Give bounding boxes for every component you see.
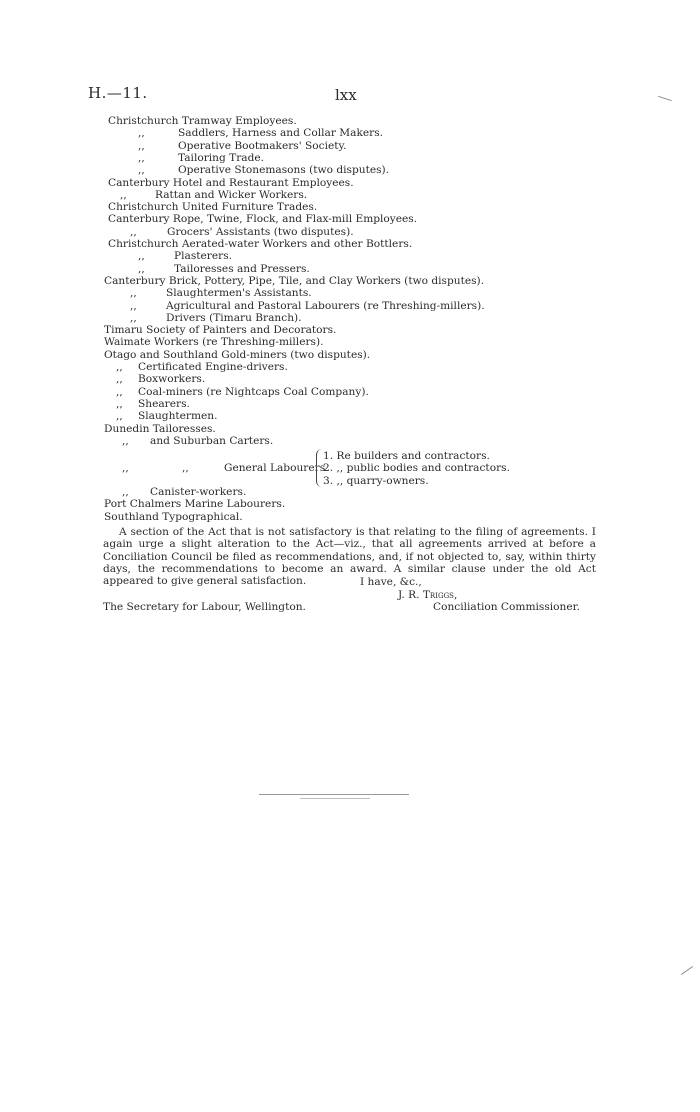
list-item: Operative Stonemasons (two disputes). bbox=[178, 164, 390, 177]
list-item: Canister-workers. bbox=[150, 486, 247, 498]
list-item: Timaru Society of Painters and Decorators. bbox=[104, 324, 337, 337]
ditto-mark: ,, bbox=[122, 462, 129, 474]
list-item: Dunedin Tailoresses. bbox=[104, 422, 216, 435]
sub-item: 3. ,, quarry-owners. bbox=[323, 474, 429, 487]
ditto-mark: ,, bbox=[116, 361, 123, 373]
list-item: Shearers. bbox=[138, 397, 190, 410]
list-item: Canterbury Brick, Pottery, Pipe, Tile, and Clay Workers (two disputes). bbox=[104, 274, 485, 287]
end-rule bbox=[259, 794, 409, 795]
ditto-mark: ,, bbox=[116, 410, 123, 423]
ditto-mark: ,, bbox=[116, 373, 123, 386]
body-paragraph: A section of the Act that is not satisfactory is that relating to the filing of agreements. I again urge a slight alteration to the Act—viz., that all agreements arrived at before a Conciliation Council be filed as recommendations, and, if not objected to, say, within thirty days, the recommendations to become an award. A similar clause under the old Act appeared to give general satisfaction. bbox=[103, 526, 596, 588]
list-item: Tailoring Trade. bbox=[178, 151, 265, 164]
ditto-mark: ,, bbox=[116, 397, 123, 410]
ditto-mark: ,, bbox=[122, 486, 129, 498]
signature: J. R. Triggs, bbox=[398, 588, 458, 601]
scan-mark bbox=[658, 96, 672, 101]
list-item: Southland Typographical. bbox=[104, 510, 243, 523]
list-item: Slaughtermen. bbox=[138, 410, 218, 423]
ditto-mark: ,, bbox=[138, 151, 145, 164]
list-item: Tailoresses and Pressers. bbox=[174, 262, 310, 275]
list-item: Grocers' Assistants (two disputes). bbox=[167, 225, 354, 238]
list-item: Operative Bootmakers' Society. bbox=[178, 139, 347, 152]
list-item: Coal-miners (re Nightcaps Coal Company). bbox=[138, 385, 369, 398]
page-number: lxx bbox=[335, 86, 357, 104]
ditto-mark: ,, bbox=[138, 262, 145, 275]
general-labourers-label: General Labourers bbox=[224, 462, 326, 474]
brace-mark bbox=[316, 449, 323, 487]
list-item: Saddlers, Harness and Collar Makers. bbox=[178, 127, 383, 140]
list-item: Plasterers. bbox=[174, 250, 232, 263]
salutation: I have, &c., bbox=[360, 576, 422, 588]
sub-item: 1. Re builders and contractors. bbox=[323, 450, 490, 462]
scan-mark bbox=[681, 966, 693, 975]
list-item: Port Chalmers Marine Labourers. bbox=[104, 498, 286, 511]
list-item: Canterbury Rope, Twine, Flock, and Flax-mill Employees. bbox=[108, 213, 418, 226]
page-reference: H.—11. bbox=[88, 84, 148, 102]
ditto-mark: ,, bbox=[130, 287, 137, 300]
list-item: Agricultural and Pastoral Labourers (re Threshing-millers). bbox=[166, 299, 485, 312]
list-item: Christchurch United Furniture Trades. bbox=[108, 201, 318, 214]
ditto-mark: ,, bbox=[116, 385, 123, 398]
list-item: Otago and Southland Gold-miners (two disputes). bbox=[104, 348, 371, 361]
list-item: and Suburban Carters. bbox=[150, 434, 274, 447]
list-item: Christchurch Tramway Employees. bbox=[108, 115, 297, 127]
addressee: The Secretary for Labour, Wellington. bbox=[103, 601, 306, 613]
ditto-mark: ,, bbox=[138, 164, 145, 177]
ditto-mark: ,, bbox=[130, 225, 137, 238]
ditto-mark: ,, bbox=[130, 311, 137, 324]
ditto-mark: ,, bbox=[182, 462, 189, 474]
ditto-mark: ,, bbox=[122, 434, 129, 447]
list-item: Drivers (Timaru Branch). bbox=[166, 311, 302, 324]
ditto-mark: ,, bbox=[120, 188, 127, 201]
list-item: Slaughtermen's Assistants. bbox=[166, 287, 312, 300]
list-item: Boxworkers. bbox=[138, 373, 206, 386]
ditto-mark: ,, bbox=[138, 139, 145, 152]
list-item: Waimate Workers (re Threshing-millers). bbox=[104, 336, 324, 349]
ditto-mark: ,, bbox=[138, 250, 145, 263]
list-item: Canterbury Hotel and Restaurant Employees. bbox=[108, 176, 354, 189]
list-item: Christchurch Aerated-water Workers and other Bottlers. bbox=[108, 238, 413, 250]
ditto-mark: ,, bbox=[138, 127, 145, 140]
ditto-mark: ,, bbox=[130, 299, 137, 312]
list-item: Certificated Engine-drivers. bbox=[138, 361, 288, 373]
list-item: Rattan and Wicker Workers. bbox=[155, 188, 308, 201]
sub-item: 2. ,, public bodies and contractors. bbox=[323, 462, 510, 475]
end-rule-secondary bbox=[300, 798, 370, 799]
signatory-title: Conciliation Commissioner. bbox=[433, 601, 580, 613]
